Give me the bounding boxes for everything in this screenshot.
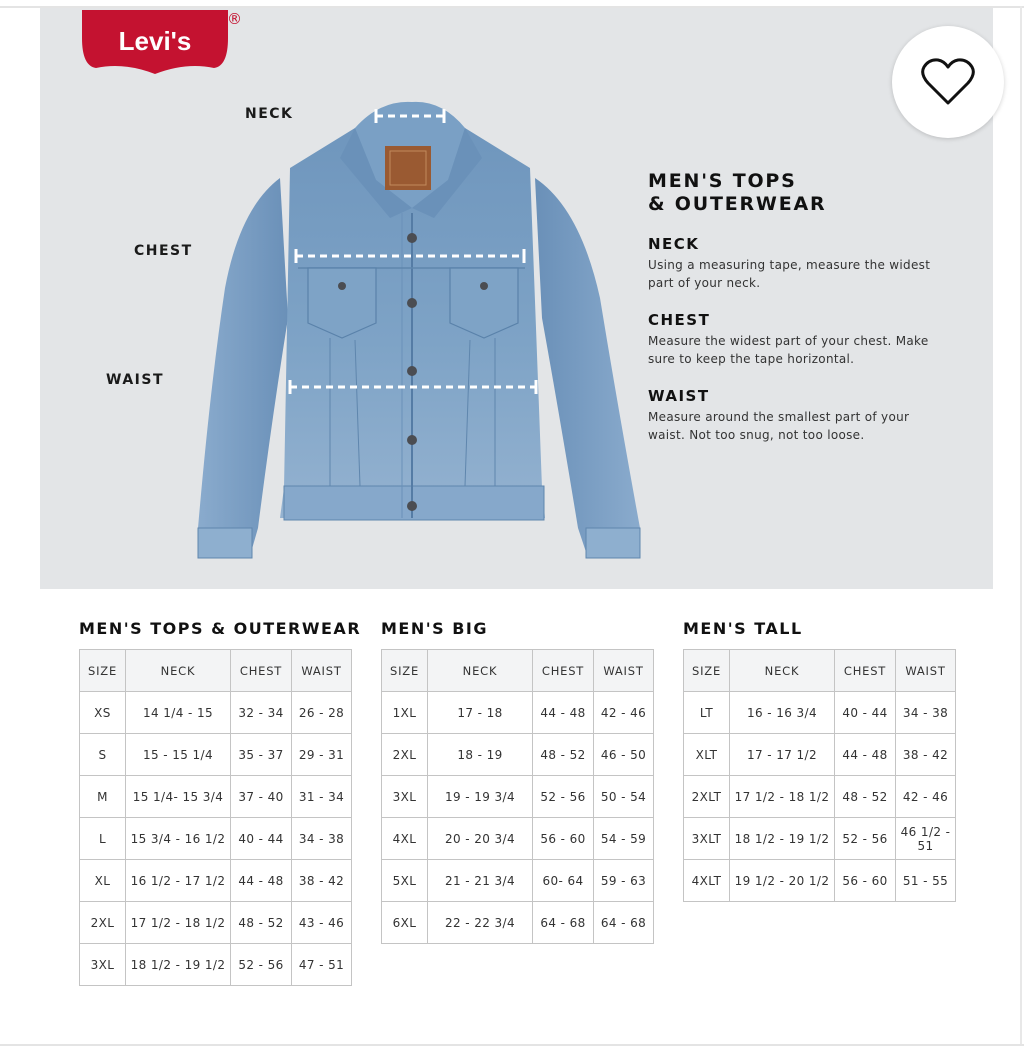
guide-heading: CHEST (648, 311, 711, 329)
table-cell: 17 - 18 (428, 692, 533, 734)
table-row (684, 734, 956, 776)
tops-size-table (79, 649, 352, 986)
table-row (382, 692, 654, 734)
table-cell: 35 - 37 (231, 734, 292, 776)
table-cell: 16 1/2 - 17 1/2 (126, 860, 231, 902)
chest-measure-label: CHEST (134, 243, 193, 259)
table-cell: 17 1/2 - 18 1/2 (126, 902, 231, 944)
table-header-row (684, 650, 956, 692)
table-cell: 19 - 19 3/4 (428, 776, 533, 818)
table-cell: 15 3/4 - 16 1/2 (126, 818, 231, 860)
table-cell: 3XL (382, 776, 428, 818)
table-cell: 44 - 48 (835, 734, 896, 776)
table-cell: XL (80, 860, 126, 902)
table-cell: 18 1/2 - 19 1/2 (730, 818, 835, 860)
table-cell: 4XLT (684, 860, 730, 902)
big-table-title: MEN'S BIG (381, 619, 489, 638)
guide-text: Measure around the smallest part of your waist. Not too snug, not too loose. (648, 410, 910, 442)
table-cell: 16 - 16 3/4 (730, 692, 835, 734)
table-cell: 43 - 46 (292, 902, 352, 944)
table-cell: 2XL (80, 902, 126, 944)
table-cell: XLT (684, 734, 730, 776)
table-cell: 47 - 51 (292, 944, 352, 986)
table-cell: M (80, 776, 126, 818)
table-cell: 44 - 48 (231, 860, 292, 902)
column-header: SIZE (684, 650, 730, 692)
table-cell: 38 - 42 (896, 734, 956, 776)
tall-size-table (683, 649, 956, 902)
table-row (80, 902, 352, 944)
table-cell: 59 - 63 (594, 860, 654, 902)
table-cell: 44 - 48 (533, 692, 594, 734)
table-cell: 4XL (382, 818, 428, 860)
favorite-button[interactable] (892, 26, 1004, 138)
big-size-table (381, 649, 654, 944)
table-row (80, 944, 352, 986)
table-cell: 56 - 60 (835, 860, 896, 902)
table-row (382, 818, 654, 860)
waist-measure-label: WAIST (106, 372, 164, 388)
table-cell: 6XL (382, 902, 428, 944)
table-row (382, 734, 654, 776)
table-cell: 64 - 68 (533, 902, 594, 944)
table-cell: 2XLT (684, 776, 730, 818)
frame-bottom-border (0, 1044, 1024, 1046)
svg-text:Levi's: Levi's (118, 26, 192, 56)
table-cell: 48 - 52 (231, 902, 292, 944)
table-cell: XS (80, 692, 126, 734)
heart-outline-icon (920, 57, 976, 107)
denim-jacket-image (180, 88, 660, 578)
column-header: NECK (126, 650, 231, 692)
guide-section-chest (648, 311, 948, 368)
table-cell: 32 - 34 (231, 692, 292, 734)
column-header: WAIST (896, 650, 956, 692)
table-row (80, 860, 352, 902)
jacket-illustration (180, 88, 660, 578)
table-cell: 17 1/2 - 18 1/2 (730, 776, 835, 818)
column-header: WAIST (292, 650, 352, 692)
column-header: SIZE (80, 650, 126, 692)
table-cell: 51 - 55 (896, 860, 956, 902)
table-cell: 40 - 44 (835, 692, 896, 734)
table-cell: 34 - 38 (292, 818, 352, 860)
table-row (684, 776, 956, 818)
table-cell: 40 - 44 (231, 818, 292, 860)
table-row (382, 776, 654, 818)
table-cell: 20 - 20 3/4 (428, 818, 533, 860)
table-cell: 64 - 68 (594, 902, 654, 944)
table-cell: 54 - 59 (594, 818, 654, 860)
guide-title: MEN'S TOPS & OUTERWEAR (648, 170, 827, 215)
table-cell: 21 - 21 3/4 (428, 860, 533, 902)
brand-logo (80, 10, 242, 76)
table-cell: 3XLT (684, 818, 730, 860)
table-row (684, 860, 956, 902)
table-cell: 15 1/4- 15 3/4 (126, 776, 231, 818)
table-row (80, 776, 352, 818)
table-cell: 48 - 52 (835, 776, 896, 818)
table-cell: 31 - 34 (292, 776, 352, 818)
table-cell: 37 - 40 (231, 776, 292, 818)
table-cell: 42 - 46 (594, 692, 654, 734)
table-cell: 2XL (382, 734, 428, 776)
table-row (382, 902, 654, 944)
table-header-row (382, 650, 654, 692)
guide-text: Measure the widest part of your chest. Make sure to keep the tape horizontal. (648, 334, 929, 366)
column-header: WAIST (594, 650, 654, 692)
measurement-guide (648, 170, 948, 444)
column-header: NECK (730, 650, 835, 692)
table-cell: 46 - 50 (594, 734, 654, 776)
table-cell: S (80, 734, 126, 776)
table-row (382, 860, 654, 902)
table-cell: 5XL (382, 860, 428, 902)
table-cell: L (80, 818, 126, 860)
frame-right-border (1020, 6, 1022, 1046)
neck-measure-label: NECK (245, 106, 294, 122)
guide-section-waist (648, 387, 948, 444)
column-header: NECK (428, 650, 533, 692)
table-cell: LT (684, 692, 730, 734)
table-cell: 42 - 46 (896, 776, 956, 818)
table-cell: 38 - 42 (292, 860, 352, 902)
table-cell: 17 - 17 1/2 (730, 734, 835, 776)
column-header: CHEST (533, 650, 594, 692)
guide-heading: WAIST (648, 387, 710, 405)
table-row (80, 734, 352, 776)
column-header: CHEST (231, 650, 292, 692)
table-cell: 29 - 31 (292, 734, 352, 776)
column-header: SIZE (382, 650, 428, 692)
guide-section-neck (648, 235, 948, 292)
table-cell: 34 - 38 (896, 692, 956, 734)
table-cell: 56 - 60 (533, 818, 594, 860)
batwing-logo-icon (80, 10, 230, 76)
table-cell: 15 - 15 1/4 (126, 734, 231, 776)
tops-table-title: MEN'S TOPS & OUTERWEAR (79, 619, 362, 638)
tall-table-title: MEN'S TALL (683, 619, 803, 638)
table-row (684, 692, 956, 734)
table-header-row (80, 650, 352, 692)
table-cell: 1XL (382, 692, 428, 734)
registered-mark: ® (227, 10, 242, 28)
table-cell: 14 1/4 - 15 (126, 692, 231, 734)
table-cell: 22 - 22 3/4 (428, 902, 533, 944)
guide-heading: NECK (648, 235, 700, 253)
table-cell: 48 - 52 (533, 734, 594, 776)
table-cell: 60- 64 (533, 860, 594, 902)
table-row (684, 818, 956, 860)
table-cell: 19 1/2 - 20 1/2 (730, 860, 835, 902)
table-cell: 46 1/2 - 51 (896, 818, 956, 860)
column-header: CHEST (835, 650, 896, 692)
table-cell: 52 - 56 (835, 818, 896, 860)
guide-text: Using a measuring tape, measure the widest part of your neck. (648, 258, 931, 290)
table-cell: 26 - 28 (292, 692, 352, 734)
table-cell: 18 1/2 - 19 1/2 (126, 944, 231, 986)
table-row (80, 818, 352, 860)
table-cell: 18 - 19 (428, 734, 533, 776)
table-cell: 52 - 56 (533, 776, 594, 818)
table-row (80, 692, 352, 734)
table-cell: 50 - 54 (594, 776, 654, 818)
table-cell: 3XL (80, 944, 126, 986)
table-cell: 52 - 56 (231, 944, 292, 986)
